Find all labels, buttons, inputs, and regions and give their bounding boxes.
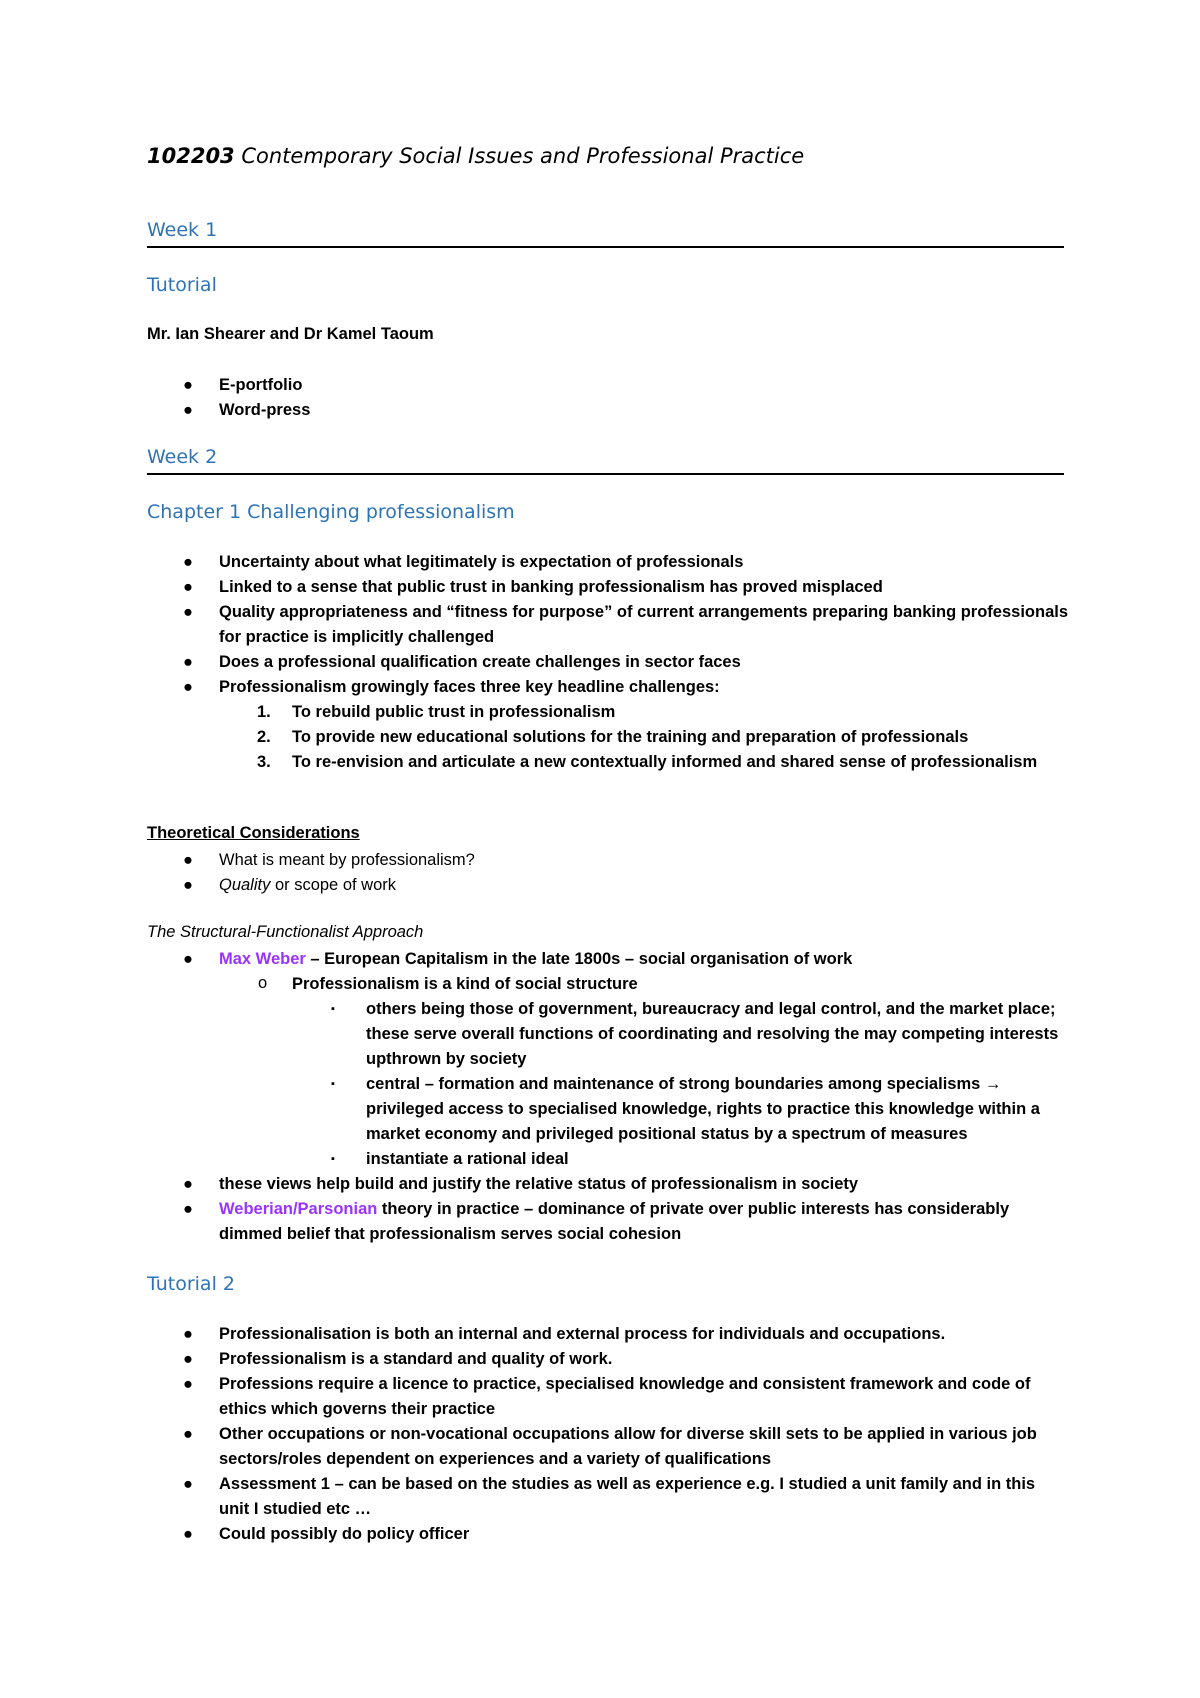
challenge-item: 2. To provide new educational solutions for the training and preparation of professionals	[257, 728, 969, 746]
bullet-icon: ●	[183, 1525, 193, 1543]
list-item: ● Assessment 1 – can be based on the studies as well as experience e.g. I studied a unit family and in this unit I studied etc …	[0, 1472, 1069, 1522]
challenge-item: 1. To rebuild public trust in professionalism	[257, 703, 616, 721]
theoretical-list	[0, 848, 1200, 898]
list-item: ● Uncertainty about what legitimately is expectation of professionals	[0, 550, 1069, 575]
list-item: ● Word-press	[0, 398, 1069, 423]
sub-sub-list-item: ▪ others being those of government, bureaucracy and legal control, and the market place; these serve overall functions of coordinating and resolving the may competing interests upthrown by society	[0, 997, 1066, 1072]
sub-sub-list-item: ▪ instantiate a rational ideal	[0, 1147, 1066, 1172]
structural-list	[0, 947, 1200, 1247]
bullet-icon: ●	[183, 1375, 193, 1393]
square-bullet-icon: ▪	[331, 1153, 335, 1165]
list-item: ● Linked to a sense that public trust in banking professionalism has proved misplaced	[0, 575, 1069, 600]
bullet-icon: ●	[183, 376, 193, 394]
sub-sub-list-item: ▪ central – formation and maintenance of strong boundaries among specialisms → privileged access to specialised knowledge, rights to practice this knowledge within a market economy and privileged positional status by a spectrum of measures	[0, 1072, 1066, 1147]
tutorial2-heading: Tutorial 2	[147, 1273, 235, 1295]
list-item: ● Quality appropriateness and “fitness for purpose” of current arrangements preparing banking professionals for practice is implicitly challenged	[0, 600, 1069, 650]
bullet-icon: ●	[183, 401, 193, 419]
bullet-icon: ●	[183, 1475, 193, 1493]
week1-heading: Week 1	[147, 218, 1064, 248]
sub-list-item: o Professionalism is a kind of social structure	[0, 972, 1062, 997]
list-item: ● Could possibly do policy officer	[0, 1522, 1069, 1547]
list-item: ● Professionalisation is both an internal and external process for individuals and occupations.	[0, 1322, 1069, 1347]
challenge-item: 3. To re-envision and articulate a new contextually informed and shared sense of professionalism	[257, 753, 1038, 771]
highlight-weber: Max Weber	[219, 950, 306, 968]
bullet-icon: ●	[183, 1200, 193, 1218]
list-item: ● Does a professional qualification create challenges in sector faces	[0, 650, 1069, 675]
list-item: ● E-portfolio	[0, 373, 1069, 398]
bullet-icon: ●	[183, 1350, 193, 1368]
bullet-icon: ●	[183, 1175, 193, 1193]
list-item: ● Professions require a licence to practice, specialised knowledge and consistent framework and code of ethics which governs their practice	[0, 1372, 1069, 1422]
chapter-heading: Chapter 1 Challenging professionalism	[147, 501, 515, 523]
list-item: ● Max Weber – European Capitalism in the late 1800s – social organisation of work	[0, 947, 1069, 972]
highlight-weberian: Weberian/Parsonian	[219, 1200, 378, 1218]
week1-list	[0, 373, 1200, 423]
list-item: ● Other occupations or non-vocational occupations allow for diverse skill sets to be applied in various job sectors/roles dependent on experiences and a variety of qualifications	[0, 1422, 1069, 1472]
chapter-list	[0, 550, 1200, 775]
bullet-icon: ●	[183, 553, 193, 571]
list-item: ● Quality or scope of work	[0, 873, 1069, 898]
tutors-line: Mr. Ian Shearer and Dr Kamel Taoum	[147, 325, 434, 343]
list-item: ● Professionalism is a standard and quality of work.	[0, 1347, 1069, 1372]
course-name: Contemporary Social Issues and Professional Practice	[234, 144, 805, 168]
week2-heading: Week 2	[147, 445, 1064, 475]
bullet-icon: ●	[183, 1325, 193, 1343]
bullet-icon: ●	[183, 603, 193, 621]
square-bullet-icon: ▪	[331, 1078, 335, 1090]
list-item: ● these views help build and justify the relative status of professionalism in society	[0, 1172, 1069, 1197]
list-item: ● What is meant by professionalism?	[0, 848, 1069, 873]
document-title	[147, 144, 804, 168]
square-bullet-icon: ▪	[331, 1003, 335, 1015]
tutorial2-list	[0, 1322, 1200, 1547]
bullet-icon: ●	[183, 876, 193, 894]
structural-heading: The Structural-Functionalist Approach	[147, 923, 424, 941]
bullet-icon: ●	[183, 653, 193, 671]
bullet-icon: ●	[183, 1425, 193, 1443]
bullet-icon: ●	[183, 578, 193, 596]
course-code: 102203	[147, 144, 235, 168]
week1-tutorial-heading: Tutorial	[147, 274, 217, 296]
bullet-icon: ●	[183, 950, 193, 968]
circle-bullet-icon: o	[258, 974, 268, 992]
list-item: ● Professionalism growingly faces three key headline challenges:	[0, 675, 1069, 700]
theoretical-heading: Theoretical Considerations	[147, 824, 360, 842]
list-item: ● Weberian/Parsonian theory in practice – dominance of private over public interests has considerably dimmed belief that professionalism serves social cohesion	[0, 1197, 1069, 1247]
bullet-icon: ●	[183, 678, 193, 696]
bullet-icon: ●	[183, 851, 193, 869]
